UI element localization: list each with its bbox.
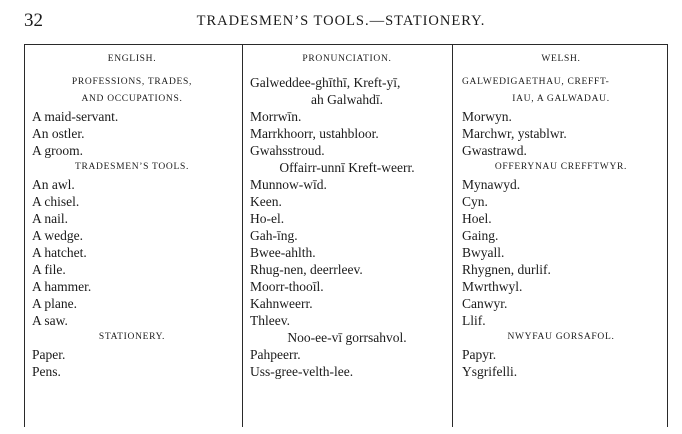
section-heading: STATIONERY. [98,332,166,342]
welsh-column [454,45,668,380]
list-item: Thleev. [250,313,290,328]
section-heading: Noo-ee-vī gorrsahvol. [287,330,407,345]
list-item: Ho-el. [250,211,285,226]
list-item: Marchwr, ystablwr. [462,126,567,141]
list-item: A chisel. [32,194,80,209]
list-item: Moorr-thooīl. [250,279,324,294]
list-item: Bwee-ahlth. [250,245,316,260]
column-divider-1 [242,45,243,427]
section-heading: IAU, A GALWADAU. [512,94,610,104]
list-item: Rhug-nen, deerrleev. [250,262,363,277]
list-item: A maid-servant. [32,109,119,124]
column-header: WELSH. [541,54,581,64]
list-item: A hatchet. [32,245,87,260]
list-item: Pahpeerr. [250,347,301,362]
section-heading: OFFERYNAU CREFFTWYR. [494,162,628,172]
list-item: Rhygnen, durlif. [462,262,551,277]
list-item: A file. [32,262,66,277]
section-heading: ah Galwahdī. [311,92,383,107]
column-divider-2 [452,45,453,427]
column-header: PRONUNCIATION. [302,54,392,64]
list-item: Morrwīn. [250,109,302,124]
section-heading: PROFESSIONS, TRADES, [71,77,193,87]
list-item: Kahnweerr. [250,296,313,311]
section-heading: GALWEDIGAETHAU, CREFFT- [462,77,610,87]
running-head: TRADESMEN’S TOOLS.—STATIONERY. [196,13,486,29]
list-item: An ostler. [32,126,85,141]
list-item: Morwyn. [462,109,512,124]
list-item: Llif. [462,313,486,328]
list-item: Bwyall. [462,245,505,260]
section-heading: TRADESMEN’S TOOLS. [74,162,190,172]
list-item: Gwastrawd. [462,143,527,158]
list-item: Paper. [32,347,66,362]
section-heading: Galweddee-ghīthī, Kreft-yī, [250,75,401,90]
list-item: Hoel. [462,211,492,226]
list-item: Munnow-wīd. [250,177,327,192]
list-item: A saw. [32,313,68,328]
list-item: Pens. [32,364,61,379]
list-item: A hammer. [32,279,92,294]
section-heading: NWYFAU GORSAFOL. [507,332,615,342]
list-item: Keen. [250,194,282,209]
list-item: A groom. [32,143,84,158]
column-header: ENGLISH. [107,54,157,64]
section-heading: AND OCCUPATIONS. [81,94,183,104]
list-item: Gah-īng. [250,228,298,243]
page-number: 32 [24,10,43,31]
list-item: A plane. [32,296,77,311]
list-item: Cyn. [462,194,488,209]
list-item: Canwyr. [462,296,508,311]
list-item: Mynawyd. [462,177,521,192]
list-item: An awl. [32,177,75,192]
list-item: Uss-gree-velth-lee. [250,364,354,379]
list-item: A wedge. [32,228,83,243]
list-item: A nail. [32,211,68,226]
list-item: Gwahsstroud. [250,143,325,158]
list-item: Ysgrifelli. [462,364,518,379]
list-item: Mwrthwyl. [462,279,523,294]
english-column [24,45,240,380]
list-item: Marrkhoorr, ustahbloor. [250,126,379,141]
pronunciation-column [244,45,450,380]
vocabulary-table [24,44,668,427]
section-heading: Offairr-unnī Kreft-weerr. [279,160,415,175]
list-item: Papyr. [462,347,497,362]
list-item: Gaing. [462,228,499,243]
